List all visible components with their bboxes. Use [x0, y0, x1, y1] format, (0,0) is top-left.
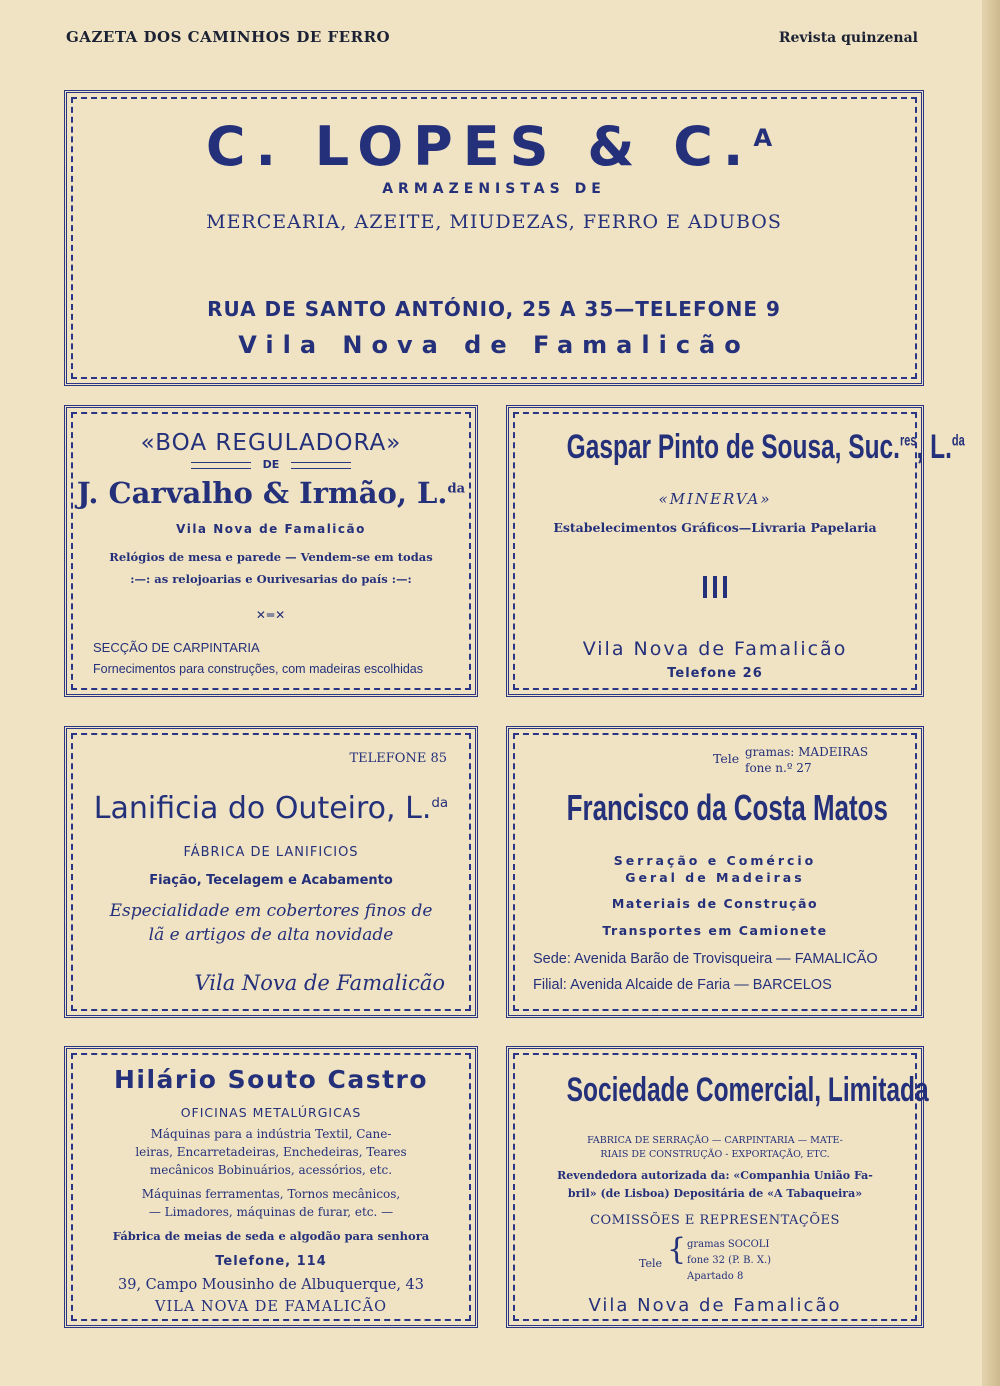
ornament [509, 576, 921, 602]
boa-section: SECÇÃO DE CARPINTARIA [93, 640, 260, 655]
hilario-name: Hilário Souto Castro [113, 1065, 429, 1094]
ad-sociedade-comercial [506, 1046, 929, 1328]
ad-lanificia [64, 726, 478, 1018]
lanificia-process: Fiação, Tecelagem e Acabamento [149, 873, 393, 888]
lanificia-factory: FÁBRICA DE LANIFICIOS [183, 845, 359, 860]
costa-tele-gramas: gramas: MADEIRAS [745, 745, 869, 759]
lopes-town: Vila Nova de Famalicão [238, 331, 750, 359]
sociedade-tele: Tele [639, 1257, 663, 1270]
sociedade-f2: RIAIS DE CONSTRUÇÃO - EXPORTAÇÃO, ETC. [600, 1149, 830, 1160]
journal-subtitle: Revista quinzenal [778, 30, 918, 46]
hilario-p1c: mecânicos Bobinuários, acessórios, etc. [149, 1163, 393, 1177]
sociedade-t3: Apartado 8 [687, 1271, 744, 1282]
sociedade-r2: bril» (de Lisboa) Depositária de «A Tabaqueira» [567, 1187, 863, 1200]
sociedade-r1: Revendedora autorizada da: «Companhia União Fa- [557, 1169, 873, 1182]
page-edge [982, 0, 1000, 1386]
hilario-sub: OFICINAS METALÚRGICAS [180, 1105, 362, 1120]
hilario-address: 39, Campo Mousinho de Albuquerque, 43 [118, 1277, 424, 1293]
sociedade-com: COMISSÕES E REPRESENTAÇÕES [590, 1213, 840, 1228]
costa-sede: Sede: Avenida Barão de Trovisqueira — FAMALICÃO [533, 951, 878, 967]
brace: { [667, 1232, 687, 1267]
lopes-goods: MERCEARIA, AZEITE, MIUDEZAS, FERRO E ADUBOS [206, 211, 782, 233]
sociedade-t1: gramas SOCOLI [687, 1239, 770, 1250]
hilario-p2a: Máquinas ferramentas, Tornos mecânicos, [141, 1187, 401, 1201]
costa-l1: Serração e Comércio [613, 853, 817, 868]
rule-left [191, 462, 251, 469]
journal-title: GAZETA DOS CAMINHOS DE FERRO [66, 28, 391, 46]
costa-tele: Tele [713, 751, 740, 766]
costa-l4: Transportes em Camionete [602, 923, 828, 938]
gaspar-brand: «MINERVA» [658, 490, 772, 508]
hilario-town: VILA NOVA DE FAMALICÃO [154, 1299, 388, 1315]
ornament: ✕═✕ [255, 608, 287, 622]
hilario-phone: Telefone, 114 [215, 1254, 327, 1269]
hilario-p1b: leiras, Encarretadeiras, Enchedeiras, Teares [135, 1145, 407, 1159]
rule-right [291, 462, 351, 469]
ad-boa-reguladora [64, 405, 478, 697]
lanificia-spec2: lã e artigos de alta novidade [148, 925, 394, 945]
sociedade-town: Vila Nova de Famalicão [588, 1295, 842, 1316]
hilario-p3: Fábrica de meias de seda e algodão para senhora [112, 1229, 430, 1243]
sociedade-f1: FABRICA DE SERRAÇÃO — CARPINTARIA — MATE- [587, 1135, 843, 1146]
boa-title: «BOA REGULADORA» [140, 430, 402, 456]
ad-gaspar-pinto [506, 405, 965, 697]
boa-town: Vila Nova de Famalicão [176, 522, 366, 536]
lanificia-name: Lanificia do Outeiro, L.$^{da}$ [93, 791, 449, 826]
boa-line2: :—: as relojoarias e Ourivesarias do país :—: [130, 572, 412, 586]
boa-de: DE [67, 458, 475, 471]
hilario-p1a: Máquinas para a indústria Textil, Cane- [150, 1127, 392, 1141]
gaspar-town: Vila Nova de Famalicão [582, 638, 848, 660]
gaspar-desc: Estabelecimentos Gráficos—Livraria Papelaria [553, 520, 877, 535]
boa-supply: Fornecimentos para construções, com madeiras escolhidas [93, 662, 424, 676]
lopes-address: RUA DE SANTO ANTÓNIO, 25 A 35—TELEFONE 9 [207, 297, 781, 321]
gaspar-name: Gaspar Pinto de Sousa, Suc.$^{res}$, L.$^{da}$ [566, 428, 965, 466]
costa-filial: Filial: Avenida Alcaide de Faria — BARCELOS [533, 977, 832, 993]
boa-firm: J. Carvalho & Irmão, L.$^{da}$ [76, 476, 466, 510]
ad-c-lopes [64, 90, 924, 386]
lopes-tagline: ARMAZENISTAS DE [382, 181, 606, 197]
ad-costa-matos [506, 726, 924, 1018]
costa-name: Francisco da Costa Matos [566, 787, 888, 828]
sociedade-name: Sociedade Comercial, Limitada [566, 1071, 929, 1109]
costa-l2: Geral de Madeiras [625, 870, 805, 885]
lanificia-town: Vila Nova de Famalicão [194, 971, 445, 995]
costa-l3: Materiais de Construção [611, 896, 819, 911]
lopes-name: C. LOPES & C.$^A$ [205, 115, 783, 178]
boa-line1: Relógios de mesa e parede — Vendem-se em todas [109, 550, 433, 564]
hilario-p2b: — Limadores, máquinas de furar, etc. — [148, 1205, 394, 1219]
costa-tele-fone: fone n.º 27 [745, 761, 812, 775]
ad-hilario-souto [64, 1046, 478, 1328]
lanificia-spec1: Especialidade em cobertores finos de [109, 901, 433, 921]
gaspar-phone: Telefone 26 [667, 666, 763, 681]
sociedade-t2: fone 32 (P. B. X.) [687, 1255, 772, 1266]
lanificia-phone: TELEFONE 85 [349, 751, 447, 766]
